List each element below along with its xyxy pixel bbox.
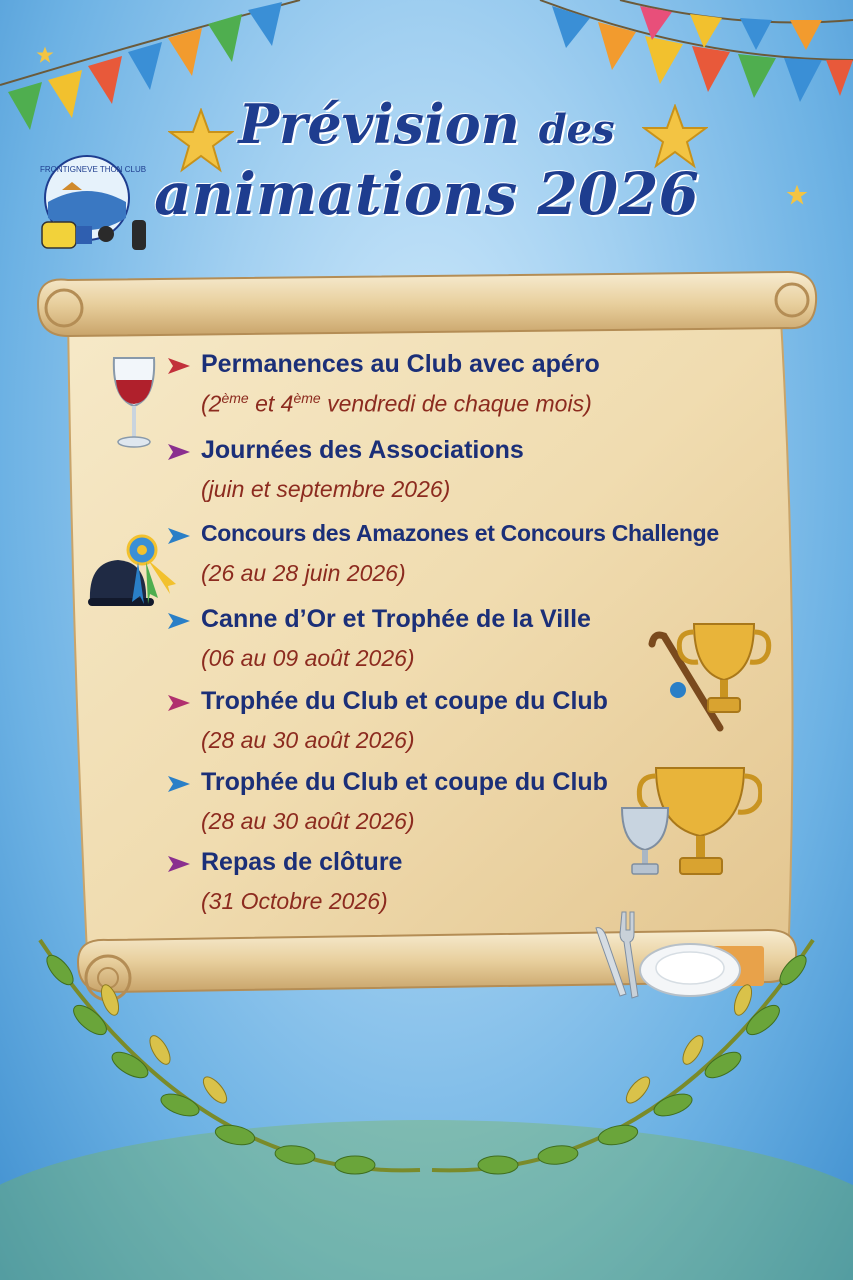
title-word-des: des xyxy=(538,106,615,153)
arrow-bullet-icon xyxy=(168,695,190,711)
trophy-cups-icon xyxy=(618,764,762,880)
logo-text: FRONTIGNEVE THON CLUB xyxy=(40,165,147,174)
page-title-line-2: animations 2026 xyxy=(154,160,699,228)
club-logo xyxy=(32,150,162,270)
title-word-prevision: Prévision xyxy=(238,92,520,156)
event-title: Trophée du Club et coupe du Club xyxy=(201,768,608,796)
event-date xyxy=(201,390,592,418)
event-date-sup: ème xyxy=(221,390,249,406)
small-star-icon xyxy=(786,184,808,206)
event-date: (28 au 30 août 2026) xyxy=(201,808,415,834)
laurel-wreath-decoration xyxy=(0,880,853,1280)
event-date-part: et 4 xyxy=(248,390,294,417)
arrow-bullet-icon xyxy=(168,776,190,792)
event-date: (28 au 30 août 2026) xyxy=(201,727,415,753)
event-date: (06 au 09 août 2026) xyxy=(201,645,415,671)
event-date-sup: ème xyxy=(293,390,321,406)
arrow-bullet-icon xyxy=(168,358,190,374)
event-date-part: (2 xyxy=(201,390,222,417)
event-title: Journées des Associations xyxy=(201,436,524,464)
event-date: (31 Octobre 2026) xyxy=(201,888,388,914)
riding-helmet-rosette-icon xyxy=(84,532,184,620)
gold-star-icon xyxy=(642,104,708,170)
page-title-line-1 xyxy=(0,92,853,156)
event-title: Concours des Amazones et Concours Challenge xyxy=(201,520,719,546)
golden-cane-trophy-icon xyxy=(648,614,772,738)
event-title: Repas de clôture xyxy=(201,848,403,876)
arrow-bullet-icon xyxy=(168,856,190,872)
event-title: Permanences au Club avec apéro xyxy=(201,350,600,378)
event-title: Trophée du Club et coupe du Club xyxy=(201,687,608,715)
gold-star-icon xyxy=(168,108,234,174)
wine-glass-icon xyxy=(108,352,160,452)
event-title: Canne d’Or et Trophée de la Ville xyxy=(201,605,591,633)
arrow-bullet-icon xyxy=(168,444,190,460)
small-star-icon xyxy=(36,46,54,64)
event-date-part: vendredi de chaque mois) xyxy=(320,390,592,417)
event-date: (26 au 28 juin 2026) xyxy=(201,560,406,586)
event-date: (juin et septembre 2026) xyxy=(201,476,451,502)
